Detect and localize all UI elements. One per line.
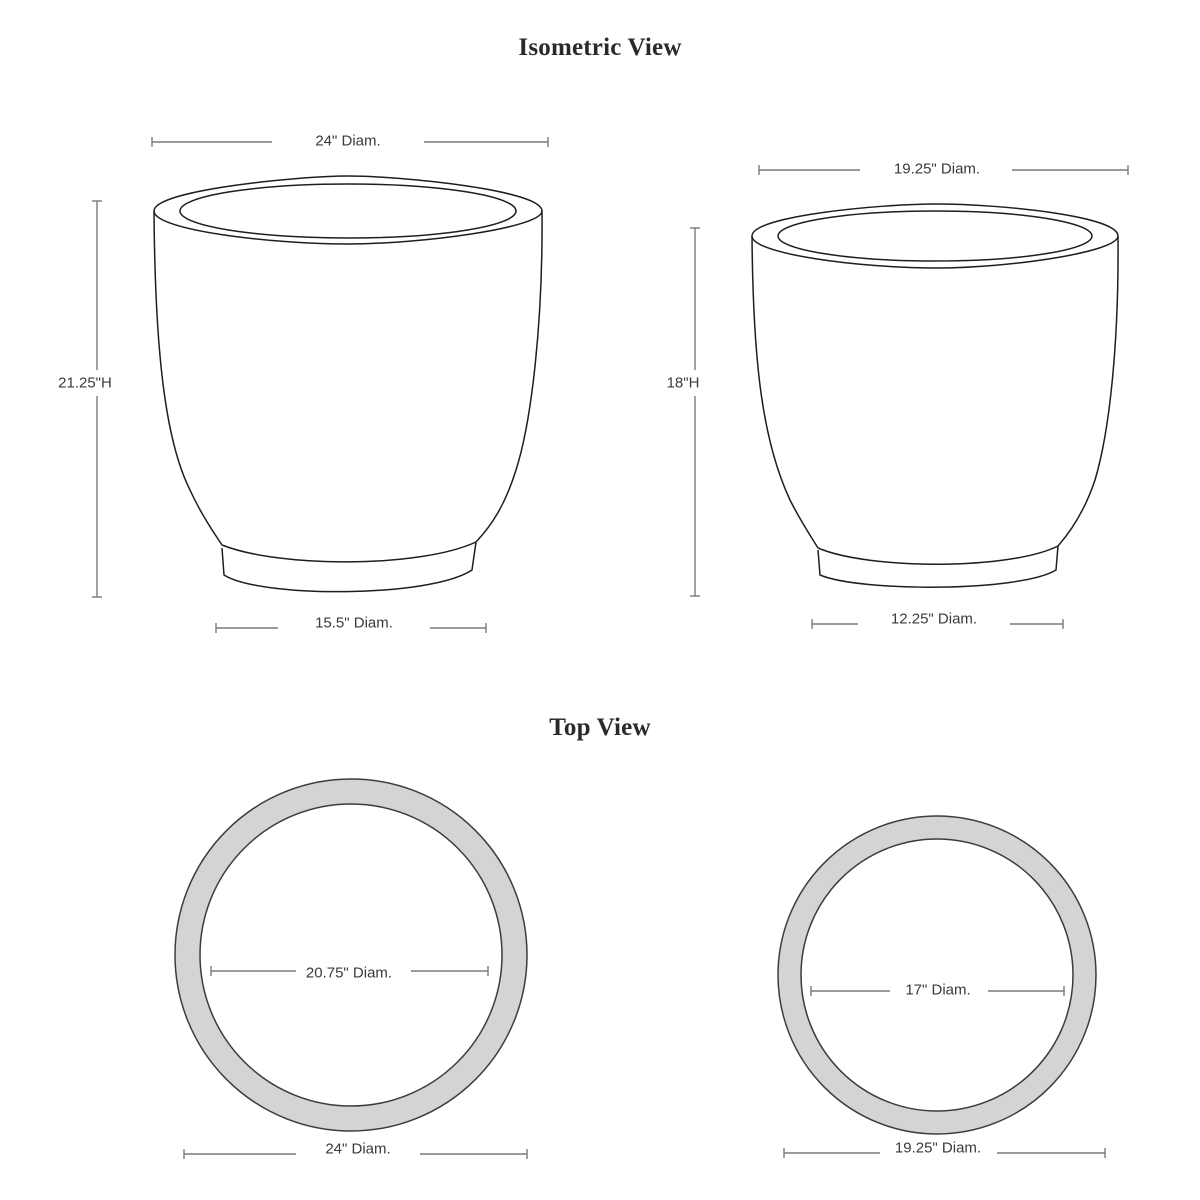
small-pot-height-dimension-line [690, 228, 700, 596]
small-pot-foot [818, 546, 1058, 587]
small-pot-height-label: 18"H [666, 374, 700, 392]
small-pot-inner-diameter-label: 17" Diam. [905, 981, 971, 999]
large-pot-height-label: 21.25"H [58, 374, 112, 392]
large-pot-top-diameter-label: 24" Diam. [315, 132, 381, 150]
small-pot-base-diameter-label: 12.25" Diam. [890, 610, 978, 628]
small-pot-isometric [752, 204, 1118, 587]
small-pot-waist [818, 546, 1058, 564]
large-pot-base-diameter-label: 15.5" Diam. [315, 614, 393, 632]
large-pot-rim-outer [154, 176, 542, 244]
large-pot-body [154, 211, 542, 545]
large-pot-top-view [175, 779, 527, 1131]
small-pot-top-diameter-label: 19.25" Diam. [893, 160, 981, 178]
large-pot-height-dimension-line [92, 201, 102, 597]
large-pot-foot [222, 542, 476, 592]
top-view-title: Top View [549, 714, 651, 741]
small-pot-rim-outer [752, 204, 1118, 268]
large-pot-inner-diameter-label: 20.75" Diam. [305, 964, 393, 982]
small-pot-body [752, 236, 1118, 548]
large-pot-rim-inner [180, 184, 516, 238]
large-pot-inner-ring [200, 804, 502, 1106]
isometric-view-title: Isometric View [518, 34, 682, 61]
small-pot-inner-ring [801, 839, 1073, 1111]
small-pot-top-view [778, 816, 1096, 1134]
large-pot-outer-diameter-label: 24" Diam. [325, 1140, 391, 1158]
small-pot-outer-diameter-label: 19.25" Diam. [894, 1139, 982, 1157]
small-pot-rim-inner [778, 211, 1092, 261]
large-pot-isometric [154, 176, 542, 592]
large-pot-waist [222, 542, 476, 562]
